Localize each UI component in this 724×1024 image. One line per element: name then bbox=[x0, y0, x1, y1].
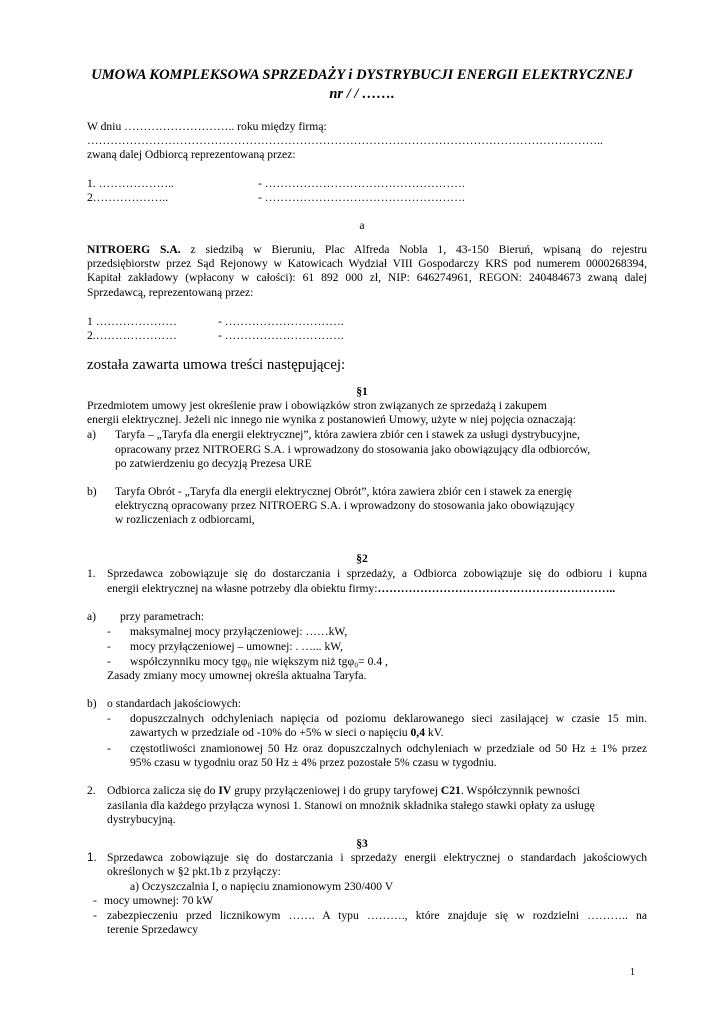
s2-p1-line-1: Sprzedawca zobowiązuje się do dostarczania i sprzedaży, a Odbiorca zobowiązuje się do odbioru i kupna bbox=[107, 567, 647, 580]
s3-bullet-1: - bbox=[93, 894, 97, 907]
intro-company-line: …………………………………………………………………………………………………………………….. bbox=[87, 134, 603, 147]
s3-item-2-line-2: terenie Sprzedawcy bbox=[107, 923, 199, 936]
section-1-title: §1 bbox=[356, 385, 368, 398]
company-name: NITROERG S.A. bbox=[87, 243, 181, 256]
client-rep-1-number: 1. ……………….. bbox=[87, 177, 174, 190]
document-title: UMOWA KOMPLEKSOWA SPRZEDAŻY i DYSTRYBUCJI ENERGII ELEKTRYCZNEJ bbox=[91, 67, 633, 83]
s1-b-line-2: elektryczną opracowany przez NITROERG S.A. i wprowadzony do stosowania jako obowiązujący bbox=[115, 499, 575, 512]
s2-a-item-1: maksymalnej mocy przyłączeniowej: ……kW, bbox=[130, 625, 348, 638]
s2-a-title: przy parametrach: bbox=[120, 610, 205, 623]
s2-b-label: b) bbox=[87, 697, 97, 710]
s3-item-1: mocy umownej: 70 kW bbox=[104, 894, 214, 907]
s2-p2-line-3: dystrybucyjną. bbox=[107, 813, 176, 826]
s3-p1-line-1: Sprzedawca zobowiązuje się do dostarczania i sprzedaży energii elektrycznej o standardach jakościowych bbox=[107, 851, 647, 864]
s2-b-voltage-unit: kV. bbox=[425, 726, 444, 739]
s2-p2-number: 2. bbox=[87, 784, 96, 797]
company-line-1 bbox=[87, 243, 647, 257]
s2-b-item-2-line-1: częstotliwości znamionowej 50 Hz oraz dopuszczalnych odchyleniach w przedziale od 50 Hz ± 1% przez bbox=[130, 742, 647, 755]
s2-a-item-3: współczynniku mocy tgφ₀ nie większym niż tgφ₀= 0.4 , bbox=[130, 655, 388, 668]
s1-b-label: b) bbox=[87, 485, 97, 498]
s1-a-line-3: po zatwierdzeniu go decyzją Prezesa URE bbox=[115, 457, 312, 470]
s2-p2-line-2: zasilania dla każdego przyłącza wynosi 1. Stanowi on mnożnik składnika stałego stawki opłaty za usługę bbox=[107, 799, 595, 812]
s2-a-bullet-2: - bbox=[107, 640, 111, 653]
company-line-2: przedsiębiorstw przez Sąd Rejonowy w Katowicach Wydział VIII Gospodarczy KRS pod numerem 0000268394, bbox=[87, 257, 647, 270]
s2-p1-line-2-text: energii elektrycznej na własne potrzeby dla obiektu firmy: bbox=[107, 582, 378, 595]
s2-b-bullet-2: - bbox=[107, 742, 111, 755]
s1-a-line-2: opracowany przez NITROERG S.A. i wprowadzony do stosowania jako obowiązujący dla odbiorców, bbox=[115, 443, 591, 456]
company-address: z siedzibą w Bieruniu, Plac Alfreda Nobla 1, 43-150 Bieruń, wpisaną do rejestru bbox=[180, 243, 647, 256]
s2-object-placeholder: …………………………………………………….. bbox=[377, 582, 616, 595]
s2-p2-text-c: grupy przyłączeniowej i do grupy taryfowej bbox=[231, 784, 441, 797]
s2-b-item-2-line-2: 95% czasu w tygodniu oraz 50 Hz ± 4% przez pozostałe 5% czasu w tygodniu. bbox=[130, 756, 497, 769]
client-rep-2-number: 2……………….. bbox=[87, 191, 169, 204]
s2-a-label: a) bbox=[87, 610, 97, 623]
client-rep-1-name: - ……………………………………………. bbox=[258, 177, 465, 190]
contract-heading: została zawarta umowa treści następującej: bbox=[87, 357, 346, 373]
seller-rep-2-name: - …………………………. bbox=[218, 329, 344, 342]
seller-rep-2-number: 2.………………… bbox=[87, 329, 177, 342]
s2-a-note: Zasady zmiany mocy umownej określa aktualna Taryfa. bbox=[107, 669, 367, 682]
document-number: nr / / ……. bbox=[329, 86, 395, 102]
s2-b-voltage-text: zawartych w przedziale od -10% do +5% w sieci o napięciu bbox=[130, 726, 411, 739]
s2-p2-text-a: Odbiorca zalicza się do bbox=[107, 784, 219, 797]
s2-connection-group: IV bbox=[218, 784, 232, 797]
s2-a-bullet-1: - bbox=[107, 625, 111, 638]
intro-date-line: W dniu ……………………….. roku między firmą: bbox=[87, 120, 327, 133]
s2-p1-line-2 bbox=[107, 582, 615, 596]
seller-rep-1-number: 1 ………………… bbox=[87, 315, 177, 328]
intro-represented-line: zwaną dalej Odbiorcą reprezentowaną przez: bbox=[87, 148, 296, 161]
s2-a-item-2: mocy przyłączeniowej – umownej: . …... kW, bbox=[130, 640, 344, 653]
s3-a-line: a) Oczyszczalnia I, o napięciu znamionowym 230/400 V bbox=[130, 880, 394, 893]
company-line-3: Kapitał zakładowy (wpłacony w całości): 61 892 000 zł, NIP: 646274961, REGON: 240484673 zwaną dalej bbox=[87, 271, 647, 284]
s2-b-item-1-line-1: dopuszczalnych odchyleniach napięcia od poziomu deklarowanego sieci zasilającej w czasie 15 min. bbox=[130, 712, 647, 725]
s2-tariff-group: C21 bbox=[440, 784, 461, 797]
s2-p1-number: 1. bbox=[87, 567, 96, 580]
s3-bullet-2: - bbox=[93, 909, 97, 922]
s2-p2-text-e: . Współczynnik pewności bbox=[460, 784, 581, 797]
s3-p1-number: 1. bbox=[87, 851, 97, 864]
page-number: 1 bbox=[630, 967, 635, 978]
s1-line-2: energii elektrycznej. Jeżeli nic innego nie wynika z postanowień Umowy, użyte w niej pojęcia oznaczają: bbox=[87, 413, 577, 426]
company-line-4: Sprzedawcą, reprezentowaną przez: bbox=[87, 286, 254, 299]
conjunction: a bbox=[359, 219, 365, 232]
s2-p2-line-1 bbox=[107, 784, 580, 798]
s2-b-item-1-line-2 bbox=[130, 726, 443, 740]
s2-b-bullet-1: - bbox=[107, 712, 111, 725]
section-2-title: §2 bbox=[356, 552, 368, 565]
seller-rep-1-name: - …………………………. bbox=[218, 315, 344, 328]
s1-b-line-3: w rozliczeniach z odbiorcami, bbox=[115, 513, 255, 526]
s3-item-2-line-1: zabezpieczeniu przed licznikowym ……. A typu ………., które znajduje się w rozdzielni ……….. na bbox=[107, 909, 647, 922]
s3-p1-line-2: określonych w §2 pkt.1b z przyłączy: bbox=[107, 865, 281, 878]
s2-b-voltage-value: 0,4 bbox=[410, 726, 425, 739]
s2-a-bullet-3: - bbox=[107, 655, 111, 668]
client-rep-2-name: - ……………………………………………. bbox=[258, 191, 465, 204]
section-3-title: §3 bbox=[356, 837, 368, 850]
s1-a-line-1: Taryfa – „Taryfa dla energii elektrycznej”, która zawiera zbiór cen i stawek za usługi dystrybucyjne, bbox=[115, 428, 580, 441]
s1-line-1: Przedmiotem umowy jest określenie praw i obowiązków stron związanych ze sprzedażą i zakupem bbox=[87, 399, 547, 412]
s1-b-line-1: Taryfa Obrót - „Taryfa dla energii elektrycznej Obrót”, która zawiera zbiór cen i stawek za energię bbox=[115, 485, 572, 498]
s2-b-title: o standardach jakościowych: bbox=[107, 697, 241, 710]
s1-a-label: a) bbox=[87, 428, 97, 441]
